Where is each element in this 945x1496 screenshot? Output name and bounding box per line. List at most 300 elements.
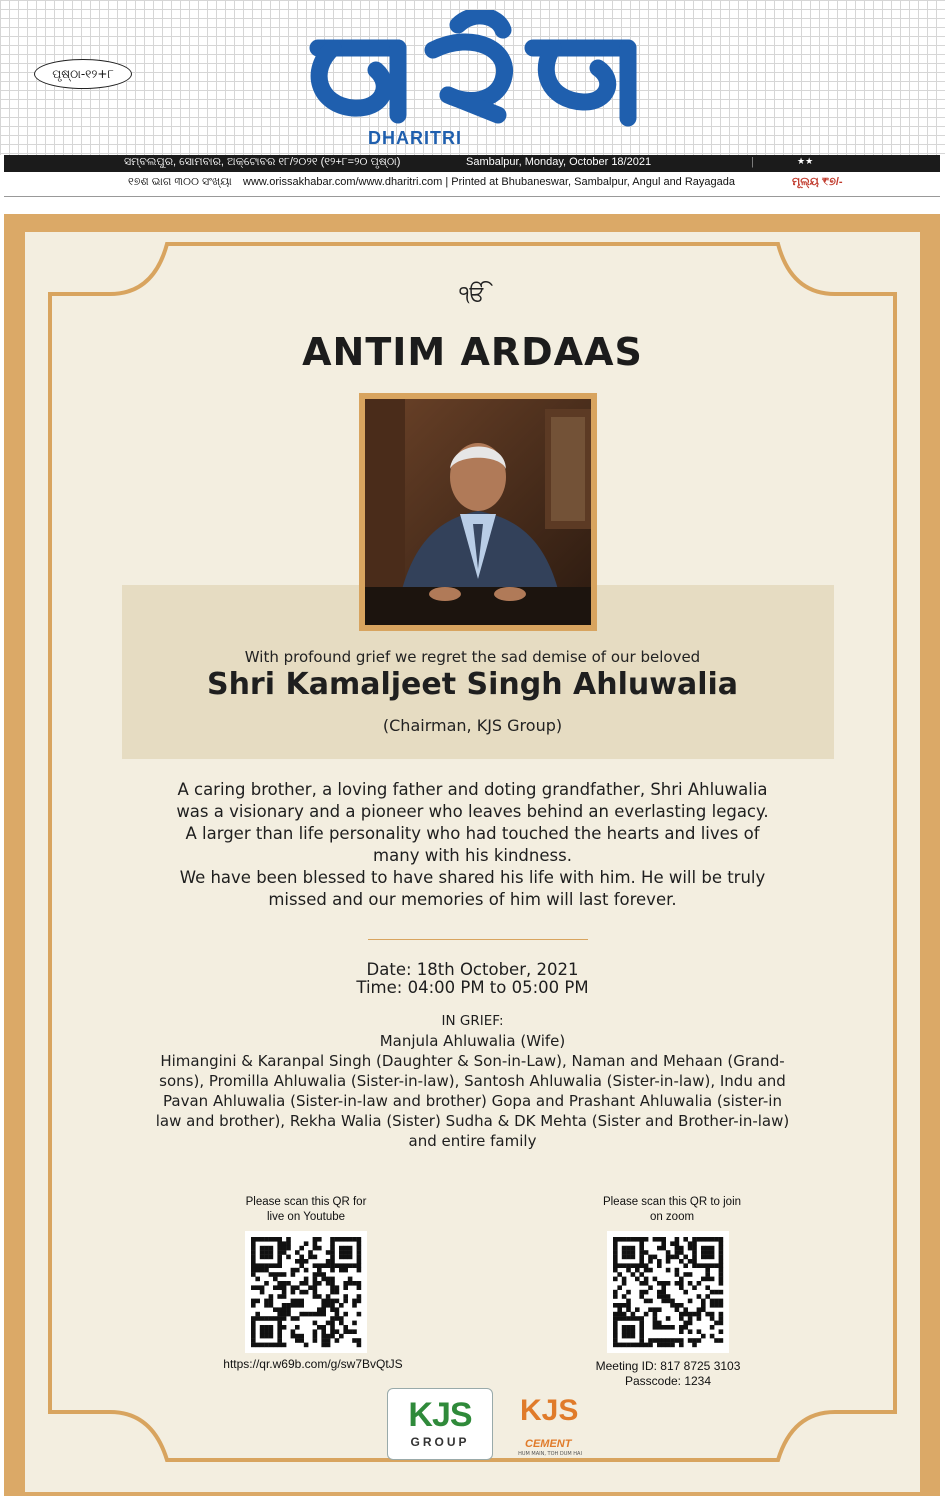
- qr-module: [264, 1343, 269, 1348]
- qr-module: [613, 1338, 618, 1343]
- qr-module: [666, 1294, 671, 1299]
- qr-module: [670, 1299, 675, 1304]
- mourners-line: sons), Promilla Ahluwalia (Sister-in-law), Santosh Ahluwalia (Sister-in-law), Indu and: [159, 1072, 786, 1090]
- youtube-qr-code[interactable]: [245, 1231, 367, 1353]
- qr-module: [701, 1255, 706, 1260]
- qr-module: [299, 1255, 304, 1260]
- qr-module: [697, 1329, 702, 1334]
- qr-module: [352, 1299, 357, 1304]
- in-grief-label: IN GRIEF:: [441, 1013, 504, 1029]
- qr-module: [631, 1334, 636, 1339]
- qr-module: [291, 1272, 296, 1277]
- qr-module: [282, 1241, 287, 1246]
- qr-module: [264, 1281, 269, 1286]
- qr-module: [299, 1338, 304, 1343]
- qr-module: [321, 1303, 326, 1308]
- qr-module: [613, 1263, 618, 1268]
- qr-module: [697, 1316, 702, 1321]
- qr-module: [291, 1334, 296, 1339]
- qr-module: [255, 1268, 260, 1273]
- qr-module: [277, 1329, 282, 1334]
- qr-module: [710, 1277, 715, 1282]
- qr-module: [251, 1329, 256, 1334]
- qr-module: [251, 1338, 256, 1343]
- qr-module: [291, 1303, 296, 1308]
- qr-module: [653, 1277, 658, 1282]
- qr-module: [675, 1272, 680, 1277]
- mourners-list: [25, 1031, 920, 1151]
- qr-module: [313, 1255, 318, 1260]
- qr-module: [317, 1307, 322, 1312]
- qr-module: [710, 1312, 715, 1317]
- qr-module: [679, 1285, 684, 1290]
- qr-module: [295, 1299, 300, 1304]
- qr-module: [330, 1299, 335, 1304]
- youtube-qr-caption-line: Please scan this QR for: [245, 1196, 367, 1208]
- qr-module: [255, 1343, 260, 1348]
- qr-module: [330, 1246, 335, 1251]
- qr-module: [683, 1272, 688, 1277]
- qr-module: [299, 1263, 304, 1268]
- qr-module: [352, 1237, 357, 1242]
- qr-module: [644, 1281, 649, 1286]
- qr-module: [622, 1246, 627, 1251]
- mourners-line: law and brother), Rekha Walia (Sister) Sudha & DK Mehta (Sister and Brother-in-law): [155, 1112, 790, 1130]
- zoom-qr-code[interactable]: [607, 1231, 729, 1353]
- qr-module: [648, 1307, 653, 1312]
- qr-module: [613, 1277, 618, 1282]
- qr-module: [657, 1290, 662, 1295]
- qr-module: [679, 1316, 684, 1321]
- qr-module: [719, 1290, 724, 1295]
- qr-module: [357, 1281, 362, 1286]
- qr-module: [291, 1299, 296, 1304]
- qr-module: [648, 1268, 653, 1273]
- dateline-odia: ସମ୍ବଲପୁର, ସୋମବାର, ଅକ୍ଟୋବର ୧୮/୨୦୨୧ (୧୨+୮=୨୦ ପୃଷ୍ଠା): [124, 156, 401, 168]
- qr-module: [631, 1316, 636, 1321]
- qr-module: [688, 1299, 693, 1304]
- qr-module: [617, 1263, 622, 1268]
- qr-module: [653, 1321, 658, 1326]
- qr-module: [666, 1325, 671, 1330]
- qr-module: [269, 1334, 274, 1339]
- qr-module: [330, 1334, 335, 1339]
- qr-module: [352, 1329, 357, 1334]
- qr-module: [313, 1246, 318, 1251]
- qr-module: [675, 1268, 680, 1273]
- qr-module: [291, 1329, 296, 1334]
- qr-module: [657, 1281, 662, 1286]
- qr-module: [617, 1312, 622, 1317]
- qr-module: [286, 1255, 291, 1260]
- youtube-qr-caption: [226, 1195, 386, 1225]
- qr-module: [719, 1329, 724, 1334]
- qr-module: [701, 1263, 706, 1268]
- qr-module: [617, 1237, 622, 1242]
- qr-module: [255, 1263, 260, 1268]
- qr-module: [661, 1294, 666, 1299]
- qr-module: [269, 1299, 274, 1304]
- qr-module: [639, 1255, 644, 1260]
- qr-module: [326, 1259, 331, 1264]
- qr-module: [357, 1343, 362, 1348]
- qr-module: [626, 1250, 631, 1255]
- qr-module: [313, 1237, 318, 1242]
- ceremony-schedule: [25, 961, 920, 997]
- page-count-badge: [34, 59, 132, 89]
- qr-module: [277, 1325, 282, 1330]
- qr-module: [330, 1268, 335, 1273]
- qr-module: [719, 1272, 724, 1277]
- qr-module: [675, 1241, 680, 1246]
- qr-module: [626, 1237, 631, 1242]
- qr-module: [282, 1325, 287, 1330]
- qr-module: [282, 1343, 287, 1348]
- qr-module: [705, 1263, 710, 1268]
- qr-module: [277, 1237, 282, 1242]
- qr-module: [321, 1277, 326, 1282]
- qr-module: [692, 1343, 697, 1348]
- qr-module: [639, 1246, 644, 1251]
- qr-module: [339, 1263, 344, 1268]
- qr-module: [277, 1263, 282, 1268]
- qr-module: [661, 1290, 666, 1295]
- qr-module: [666, 1255, 671, 1260]
- qr-module: [657, 1263, 662, 1268]
- tribute-line: We have been blessed to have shared his life with him. He will be truly: [179, 868, 766, 887]
- qr-module: [675, 1237, 680, 1242]
- qr-module: [675, 1307, 680, 1312]
- qr-module: [697, 1237, 702, 1242]
- qr-module: [639, 1294, 644, 1299]
- qr-module: [670, 1338, 675, 1343]
- qr-module: [269, 1303, 274, 1308]
- qr-module: [330, 1263, 335, 1268]
- qr-module: [670, 1343, 675, 1348]
- qr-module: [639, 1290, 644, 1295]
- qr-module: [321, 1334, 326, 1339]
- qr-module: [657, 1307, 662, 1312]
- qr-module: [617, 1285, 622, 1290]
- qr-module: [670, 1255, 675, 1260]
- qr-module: [613, 1303, 618, 1308]
- youtube-link[interactable]: https://qr.w69b.com/g/sw7BvQtJS: [223, 1357, 403, 1371]
- kjs-group-mark: KJS: [408, 1396, 472, 1434]
- qr-module: [308, 1250, 313, 1255]
- qr-module: [626, 1299, 631, 1304]
- qr-module: [343, 1250, 348, 1255]
- qr-module: [666, 1299, 671, 1304]
- qr-module: [348, 1237, 353, 1242]
- qr-module: [675, 1246, 680, 1251]
- tribute-line: A caring brother, a loving father and doting grandfather, Shri Ahluwalia: [177, 780, 768, 799]
- website-print-info: www.orissakhabar.com/www.dharitri.com | Printed at Bhubaneswar, Sambalpur, Angul and Rayagada: [243, 176, 736, 188]
- qr-module: [282, 1281, 287, 1286]
- qr-module: [357, 1263, 362, 1268]
- qr-module: [683, 1325, 688, 1330]
- qr-module: [295, 1338, 300, 1343]
- qr-module: [679, 1329, 684, 1334]
- qr-module: [622, 1263, 627, 1268]
- qr-module: [653, 1338, 658, 1343]
- qr-module: [286, 1246, 291, 1251]
- qr-module: [705, 1272, 710, 1277]
- qr-module: [326, 1343, 331, 1348]
- qr-module: [321, 1299, 326, 1304]
- qr-module: [295, 1316, 300, 1321]
- qr-module: [697, 1294, 702, 1299]
- qr-module: [692, 1237, 697, 1242]
- qr-module: [273, 1272, 278, 1277]
- qr-module: [308, 1255, 313, 1260]
- qr-module: [339, 1255, 344, 1260]
- qr-module: [701, 1237, 706, 1242]
- qr-module: [291, 1268, 296, 1273]
- qr-module: [308, 1285, 313, 1290]
- qr-module: [251, 1255, 256, 1260]
- tribute-line: missed and our memories of him will last forever.: [268, 890, 677, 909]
- qr-module: [286, 1303, 291, 1308]
- qr-module: [613, 1241, 618, 1246]
- qr-module: [277, 1250, 282, 1255]
- qr-module: [719, 1299, 724, 1304]
- qr-module: [670, 1325, 675, 1330]
- qr-module: [631, 1343, 636, 1348]
- qr-module: [661, 1237, 666, 1242]
- qr-module: [343, 1325, 348, 1330]
- qr-module: [251, 1343, 256, 1348]
- qr-module: [335, 1299, 340, 1304]
- qr-module: [719, 1312, 724, 1317]
- kjs-cement-word: CEMENT: [525, 1438, 572, 1450]
- qr-module: [631, 1237, 636, 1242]
- qr-module: [639, 1272, 644, 1277]
- qr-module: [626, 1263, 631, 1268]
- qr-module: [613, 1312, 618, 1317]
- qr-module: [613, 1321, 618, 1326]
- qr-module: [697, 1263, 702, 1268]
- qr-module: [260, 1290, 265, 1295]
- qr-module: [710, 1290, 715, 1295]
- qr-module: [719, 1338, 724, 1343]
- headline: ANTIM ARDAAS: [302, 330, 643, 374]
- qr-module: [613, 1334, 618, 1339]
- qr-module: [277, 1285, 282, 1290]
- qr-module: [348, 1246, 353, 1251]
- qr-module: [286, 1237, 291, 1242]
- qr-module: [613, 1268, 618, 1273]
- qr-module: [705, 1277, 710, 1282]
- qr-module: [617, 1316, 622, 1321]
- qr-module: [719, 1246, 724, 1251]
- qr-module: [260, 1329, 265, 1334]
- qr-module: [714, 1290, 719, 1295]
- qr-module: [313, 1272, 318, 1277]
- qr-module: [613, 1316, 618, 1321]
- qr-module: [317, 1268, 322, 1273]
- qr-module: [635, 1307, 640, 1312]
- qr-module: [291, 1285, 296, 1290]
- qr-module: [277, 1334, 282, 1339]
- qr-module: [675, 1255, 680, 1260]
- qr-module: [282, 1307, 287, 1312]
- qr-module: [269, 1329, 274, 1334]
- qr-module: [357, 1259, 362, 1264]
- qr-module: [692, 1259, 697, 1264]
- qr-module: [679, 1343, 684, 1348]
- qr-module: [295, 1325, 300, 1330]
- qr-module: [304, 1259, 309, 1264]
- qr-module: [644, 1290, 649, 1295]
- qr-module: [626, 1343, 631, 1348]
- qr-module: [251, 1241, 256, 1246]
- qr-module: [299, 1312, 304, 1317]
- qr-module: [622, 1343, 627, 1348]
- qr-module: [617, 1272, 622, 1277]
- mourners-line: Pavan Ahluwalia (Sister-in-law and brother) Gopa and Prashant Ahluwalia (sister-in: [163, 1092, 782, 1110]
- qr-module: [282, 1316, 287, 1321]
- qr-module: [622, 1312, 627, 1317]
- qr-module: [617, 1307, 622, 1312]
- qr-module: [260, 1334, 265, 1339]
- qr-module: [282, 1303, 287, 1308]
- qr-module: [657, 1321, 662, 1326]
- qr-module: [313, 1338, 318, 1343]
- qr-module: [683, 1312, 688, 1317]
- qr-module: [251, 1237, 256, 1242]
- qr-module: [299, 1299, 304, 1304]
- qr-module: [622, 1250, 627, 1255]
- qr-module: [260, 1316, 265, 1321]
- qr-module: [251, 1268, 256, 1273]
- qr-module: [269, 1237, 274, 1242]
- qr-module: [657, 1246, 662, 1251]
- qr-module: [679, 1338, 684, 1343]
- qr-module: [330, 1259, 335, 1264]
- qr-module: [282, 1285, 287, 1290]
- qr-module: [675, 1338, 680, 1343]
- qr-module: [617, 1303, 622, 1308]
- qr-module: [622, 1294, 627, 1299]
- qr-module: [269, 1343, 274, 1348]
- qr-module: [313, 1294, 318, 1299]
- qr-module: [251, 1299, 256, 1304]
- qr-module: [282, 1272, 287, 1277]
- qr-module: [321, 1325, 326, 1330]
- qr-module: [299, 1303, 304, 1308]
- qr-module: [683, 1255, 688, 1260]
- qr-module: [657, 1294, 662, 1299]
- price: ମୂଲ୍ୟ ₹୭/-: [792, 176, 843, 188]
- qr-module: [251, 1250, 256, 1255]
- kjs-cement-tagline: HUM MAIN, TOH DUM HAI: [518, 1451, 582, 1457]
- qr-module: [330, 1316, 335, 1321]
- deceased-name: Shri Kamaljeet Singh Ahluwalia: [206, 667, 739, 702]
- qr-module: [260, 1250, 265, 1255]
- qr-module: [343, 1268, 348, 1273]
- qr-module: [295, 1268, 300, 1273]
- qr-module: [313, 1281, 318, 1286]
- qr-module: [666, 1259, 671, 1264]
- qr-module: [648, 1338, 653, 1343]
- qr-module: [631, 1329, 636, 1334]
- qr-module: [688, 1316, 693, 1321]
- qr-module: [701, 1307, 706, 1312]
- qr-module: [321, 1343, 326, 1348]
- qr-module: [357, 1268, 362, 1273]
- qr-module: [313, 1277, 318, 1282]
- qr-module: [626, 1290, 631, 1295]
- qr-module: [295, 1303, 300, 1308]
- qr-module: [670, 1241, 675, 1246]
- qr-module: [688, 1246, 693, 1251]
- qr-module: [710, 1255, 715, 1260]
- qr-module: [343, 1281, 348, 1286]
- qr-module: [330, 1255, 335, 1260]
- qr-module: [679, 1281, 684, 1286]
- qr-module: [688, 1241, 693, 1246]
- qr-module: [260, 1325, 265, 1330]
- qr-module: [657, 1237, 662, 1242]
- qr-module: [304, 1241, 309, 1246]
- qr-module: [260, 1268, 265, 1273]
- qr-module: [622, 1334, 627, 1339]
- qr-module: [273, 1277, 278, 1282]
- qr-module: [635, 1277, 640, 1282]
- portrait-illustration: [365, 399, 591, 625]
- qr-module: [277, 1294, 282, 1299]
- qr-module: [666, 1343, 671, 1348]
- qr-module: [613, 1246, 618, 1251]
- qr-module: [661, 1241, 666, 1246]
- qr-module: [317, 1281, 322, 1286]
- ceremony-date: Date: 18th October, 2021: [366, 960, 579, 979]
- qr-module: [635, 1263, 640, 1268]
- qr-module: [277, 1307, 282, 1312]
- qr-module: [653, 1237, 658, 1242]
- qr-module: [339, 1316, 344, 1321]
- qr-module: [692, 1338, 697, 1343]
- qr-module: [683, 1321, 688, 1326]
- volume-info: ୧୭ଶ ଭାଗ ୩୦୦ ସଂଖ୍ୟା: [128, 176, 232, 188]
- qr-module: [321, 1272, 326, 1277]
- qr-module: [692, 1250, 697, 1255]
- qr-module: [692, 1263, 697, 1268]
- qr-module: [286, 1307, 291, 1312]
- qr-module: [719, 1277, 724, 1282]
- qr-module: [622, 1255, 627, 1260]
- qr-module: [661, 1285, 666, 1290]
- qr-module: [657, 1338, 662, 1343]
- qr-module: [343, 1312, 348, 1317]
- qr-module: [639, 1263, 644, 1268]
- qr-module: [613, 1343, 618, 1348]
- qr-module: [313, 1290, 318, 1295]
- qr-module: [269, 1325, 274, 1330]
- qr-module: [277, 1281, 282, 1286]
- qr-module: [710, 1325, 715, 1330]
- qr-module: [644, 1263, 649, 1268]
- qr-module: [705, 1246, 710, 1251]
- qr-module: [255, 1316, 260, 1321]
- qr-module: [688, 1338, 693, 1343]
- qr-module: [326, 1338, 331, 1343]
- qr-module: [639, 1334, 644, 1339]
- qr-module: [639, 1241, 644, 1246]
- qr-module: [626, 1334, 631, 1339]
- qr-module: [352, 1263, 357, 1268]
- divider-line: [368, 939, 588, 940]
